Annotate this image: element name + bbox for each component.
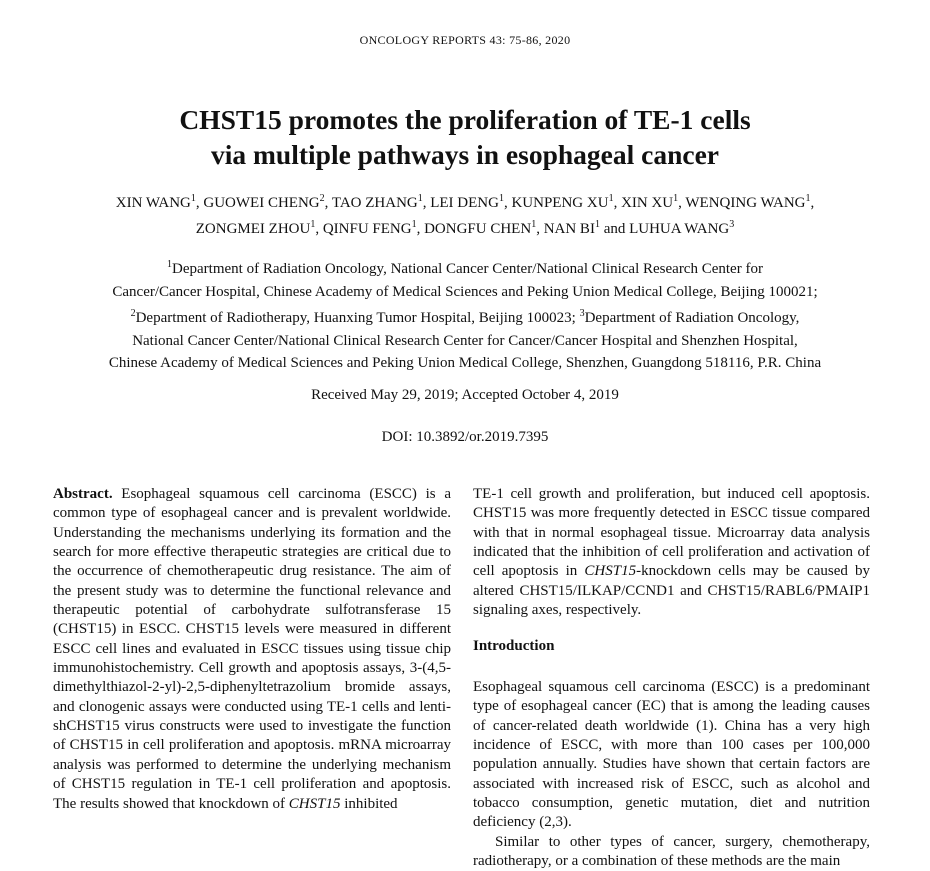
doi-line: DOI: 10.3892/or.2019.7395 xyxy=(381,429,549,445)
author-affiliation-marker: 1 xyxy=(417,193,423,204)
intro-paragraph-2: Similar to other types of cancer, surgery, chemotherapy, radiotherapy, or a combination of these methods are the main xyxy=(473,833,870,870)
affiliation-marker: 3 xyxy=(579,308,585,319)
abstract-continued xyxy=(473,485,870,620)
author-and: and xyxy=(599,221,630,237)
affiliation-line: National Cancer Center/National Clinical Research Center for Cancer/Cancer Hospital and Shenzhen Hospital, xyxy=(132,332,798,349)
author-name: ZONGMEI ZHOU xyxy=(195,221,311,237)
author-name: XIN XU xyxy=(621,195,674,211)
paper-title xyxy=(0,102,930,172)
affiliation-marker: 2 xyxy=(130,308,136,319)
section-heading-introduction: Introduction xyxy=(473,638,555,654)
author-name: KUNPENG XU xyxy=(511,195,609,211)
author-name: DONGFU CHEN xyxy=(424,221,532,237)
received-accepted-dates: Received May 29, 2019; Accepted October 4, 2019 xyxy=(311,387,619,403)
author-list xyxy=(0,188,930,240)
affiliation-line: Chinese Academy of Medical Sciences and Peking Union Medical College, Shenzhen, Guangdong 518116, P.R. China xyxy=(108,355,822,371)
title-line-1: CHST15 promotes the proliferation of TE-1 cells xyxy=(179,104,751,135)
author-name: LUHUA WANG xyxy=(629,221,730,237)
author-name: TAO ZHANG xyxy=(331,195,418,211)
author-name: WENQING WANG xyxy=(685,195,806,211)
title-line-2: via multiple pathways in esophageal cancer xyxy=(211,139,719,170)
intro-paragraph-1: Esophageal squamous cell carcinoma (ESCC) is a predominant type of esophageal cancer (EC) that is among the leading causes of cancer-related death worldwide (1). China has a very high incidence of ESCC, with more than 100 cases per 100,000 population annually. Studies have shown that certain factors are associated with increased risk of ESCC, such as alcohol and tobacco consumption, genetic mutation, diet and nutrition deficiency (2,3). xyxy=(473,679,870,831)
author-affiliation-marker: 1 xyxy=(805,193,811,204)
gene-name: CHST15 xyxy=(584,563,637,580)
author-affiliation-marker: 1 xyxy=(594,219,600,230)
author-affiliation-marker: 3 xyxy=(729,219,735,230)
author-affiliation-marker: 1 xyxy=(608,193,614,204)
author-affiliation-marker: 1 xyxy=(310,219,316,230)
author-affiliation-marker: 1 xyxy=(531,219,537,230)
affiliation-line: Cancer/Cancer Hospital, Chinese Academy of Medical Sciences and Peking Union Medical College, Beijing 100021; xyxy=(112,283,818,300)
author-name: GUOWEI CHENG xyxy=(203,195,320,211)
journal-header: ONCOLOGY REPORTS 43: 75-86, 2020 xyxy=(359,33,571,47)
affiliations xyxy=(0,254,930,375)
author-affiliation-marker: 1 xyxy=(498,193,504,204)
author-affiliation-marker: 1 xyxy=(411,219,417,230)
author-name: LEI DENG xyxy=(430,195,499,211)
affiliation-line: $^2$Department of Radiotherapy, Huanxing Tumor Hospital, Beijing 100023; $^3$Department of Radiation Oncology, xyxy=(130,308,800,326)
author-line-2: ZONGMEI ZHOU$^1$, QINFU FENG$^1$, DONGFU CHEN$^1$, NAN $BI^1$ and LUHUA WANG$^3$ xyxy=(195,219,735,237)
author-affiliation-marker: 1 xyxy=(673,193,679,204)
abstract-label: Abstract. xyxy=(53,486,113,502)
author-line-1: XIN WANG$^1$, GUOWEI CHENG$^2$, TAO ZHANG$^1$, LEI DENG$^1$, KUNPENG $XU^1$, XIN $XU^1$, WENQING WANG$^1$, xyxy=(115,193,815,211)
author-name: QINFU FENG xyxy=(322,221,412,237)
author-name: NAN BI xyxy=(543,221,595,237)
introduction-body xyxy=(473,678,870,871)
affiliation-line: $^1$Department of Radiation Oncology, National Cancer Center/National Clinical Research Center for xyxy=(167,259,763,277)
affiliation-marker: 1 xyxy=(167,259,173,270)
abstract-paragraph: Abstract. Esophageal squamous cell carcinoma (ESCC) is a common type of esophageal cancer and is prevalent worldwide. Understanding the mechanisms underlying its formation and the search for more effective therapeutic strategies are critical due to the occurrence of chemotherapeutic drug resistance. The aim of the present study was to determine the functional relevance and therapeutic potential of carbohydrate sulfotransferase 15 (CHST15) in ESCC. CHST15 levels were measured in different ESCC cell lines and evaluated in ESCC tissues using tissue chip immunohistochemistry. Cell growth and apoptosis assays, 3-(4,5-dimethylthiazol-2-yl)-2,5-diphenyltetrazolium bromide assays, and clonogenic assays were conducted using TE-1 cells and lenti-shCHST15 virus constructs were used to investigate the function of CHST15 in cell proliferation and apoptosis. mRNA microarray analysis was performed to determine the underlying mechanism of CHST15 regulation in TE-1 cell proliferation and apoptosis. The results showed that knockdown of CHST15 inhibited xyxy=(53,486,452,812)
author-name: XIN WANG xyxy=(115,195,191,211)
gene-name: CHST15 xyxy=(288,795,341,812)
abstract-column xyxy=(53,485,451,814)
author-affiliation-marker: 1 xyxy=(190,193,196,204)
abstract-paragraph: TE-1 cell growth and proliferation, but induced cell apoptosis. CHST15 was more frequently detected in ESCC tissue compared with that in normal esophageal tissue. Microarray data analysis indicated that the inhibition of cell proliferation and activation of cell apoptosis in CHST15-knockdown cells may be caused by altered CHST15/ILKAP/CCND1 and CHST15/RABL6/PMAIP1 signaling axes, respectively. xyxy=(473,486,870,619)
author-affiliation-marker: 2 xyxy=(319,193,325,204)
